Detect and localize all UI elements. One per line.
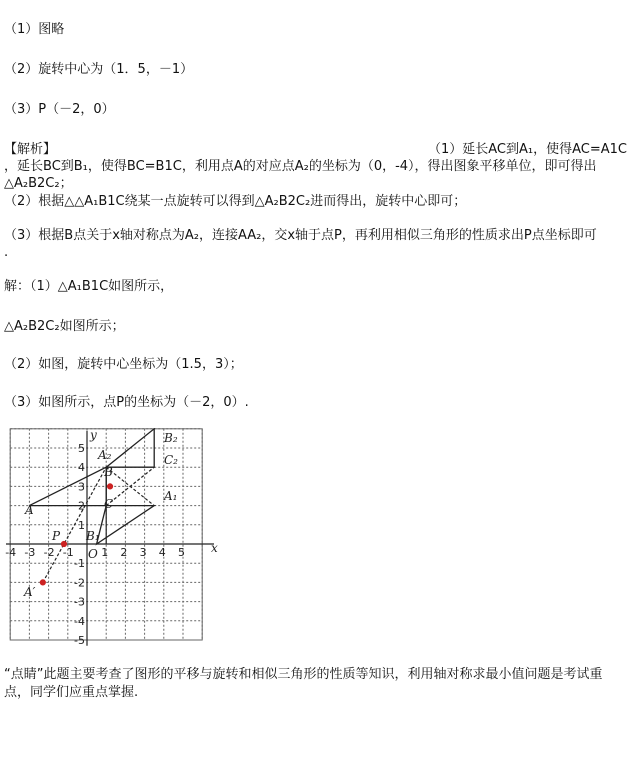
answer-2: （2）旋转中心为（1．5，－1） <box>4 62 194 77</box>
y-tick-label: -1 <box>74 557 85 571</box>
label-B1: B₁ <box>86 529 100 543</box>
label-B2: B₂ <box>164 431 178 445</box>
x-tick-label: 2 <box>120 546 128 559</box>
analysis-p3-end: . <box>4 245 9 260</box>
solution-3: （2）如图，旋转中心坐标为（1.5，3）； <box>4 357 243 372</box>
x-tick-label: -3 <box>24 546 36 559</box>
label-B: B <box>104 465 113 479</box>
y-tick-label: -4 <box>74 614 85 628</box>
solution-2: △A₂B2C₂如图所示； <box>4 319 125 334</box>
x-tick-label: 1 <box>101 546 109 559</box>
comment: “点睛”此题主要考查了图形的平移与旋转和相似三角形的性质等知识，利用轴对称求最小值问题是考试重点，同学们应重点掌握. <box>4 667 603 700</box>
x-tick-label: -1 <box>62 546 74 559</box>
label-C2: C₂ <box>164 453 178 467</box>
rotation-center-point <box>107 484 112 489</box>
y-tick-label: 4 <box>78 461 85 475</box>
label-C: C <box>104 497 114 511</box>
solution-4: （3）如图所示，点P的坐标为（－2，0）. <box>4 395 249 410</box>
analysis-p3: （3）根据B点关于x轴对称点为A₂，连接AA₂，交x轴于点P，再利用相似三角形的性质求出P点坐标即可 <box>4 228 597 243</box>
y-tick-label: 5 <box>78 442 85 455</box>
y-tick-label: 1 <box>78 518 85 532</box>
x-tick-label: -4 <box>5 546 17 559</box>
x-tick-label: -2 <box>43 546 55 559</box>
label-A: A <box>25 503 34 517</box>
x-tick-label: 5 <box>178 546 185 559</box>
label-A-prime: A′ <box>24 585 36 599</box>
y-tick-label: -3 <box>74 595 85 609</box>
x-tick-label: 3 <box>139 546 147 559</box>
y-tick-label: 3 <box>78 480 85 494</box>
x-tick-label: 4 <box>158 546 166 559</box>
answer-1: （1）图略 <box>4 22 65 37</box>
label-A1: A₁ <box>164 489 178 503</box>
y-tick-label: 2 <box>78 499 85 513</box>
origin-label: O <box>88 547 98 561</box>
x-axis-label: x <box>211 541 218 555</box>
point-A-prime <box>40 580 45 585</box>
answer-3: （3）P（－2，0） <box>4 102 115 117</box>
y-axis-label: y <box>90 428 97 442</box>
solution-1: 解：（1）△A₁B1C如图所示， <box>4 279 174 294</box>
coordinate-figure <box>0 428 230 648</box>
y-tick-label: -2 <box>74 576 85 590</box>
analysis-heading: 【解析】 <box>4 142 57 157</box>
analysis-p1-end: △A₂B2C₂； <box>4 176 73 191</box>
analysis-p1-right: （1）延长AC到A₁，使得AC=A1C <box>428 142 627 157</box>
label-A2: A₂ <box>98 448 112 462</box>
y-tick-label: -5 <box>74 634 85 647</box>
label-P: P <box>52 529 61 543</box>
analysis-p2: （2）根据△△A₁B1C绕某一点旋转可以得到△A₂B2C₂进而得出，旋转中心即可； <box>4 194 467 209</box>
analysis-p1-cont: ，延长BC到B₁，使得BC=B1C，利用点A的对应点A₂的坐标为（0，-4），得出图象平移单位，即可得出 <box>4 159 597 174</box>
